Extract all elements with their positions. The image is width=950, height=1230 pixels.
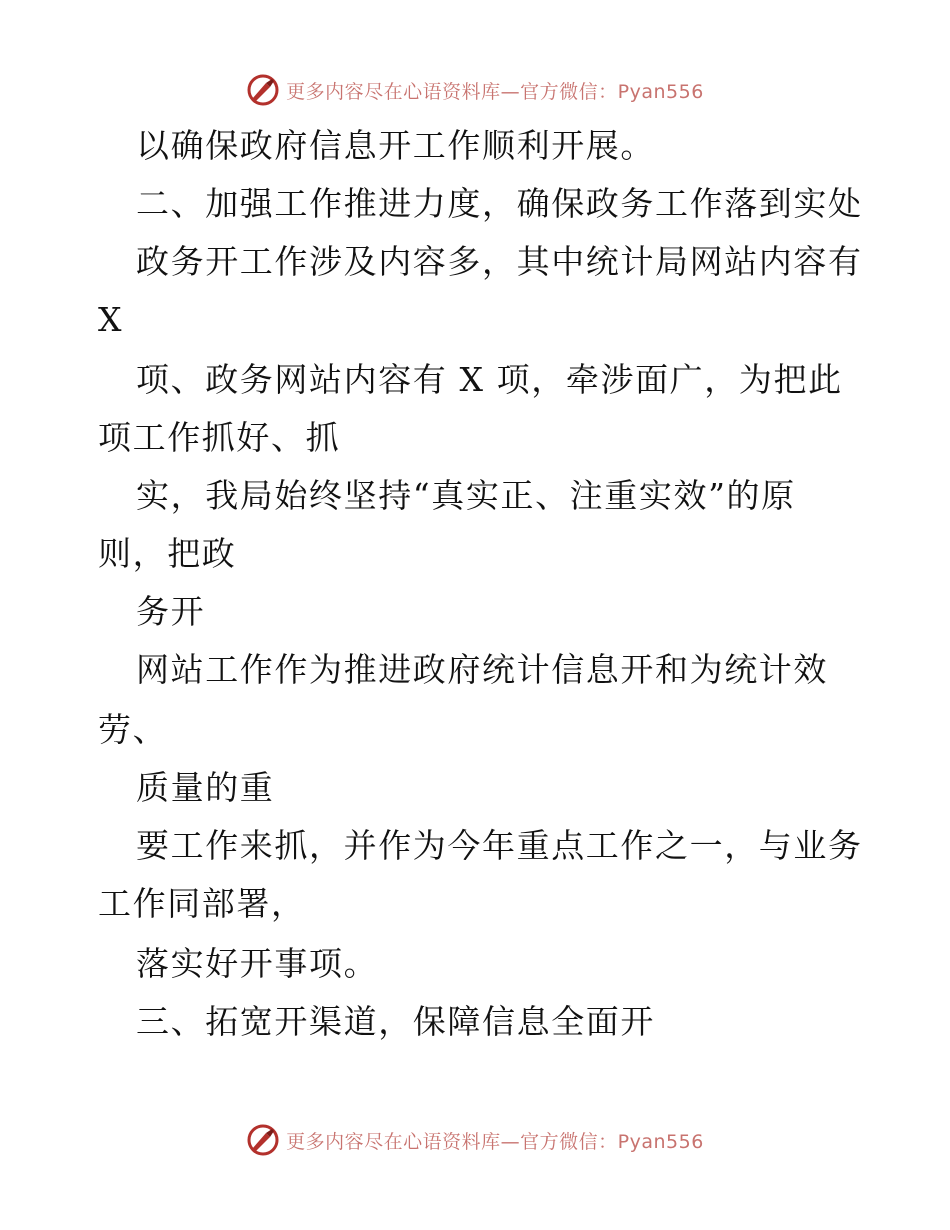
- text-line: 网站工作作为推进政府统计信息开和为统计效: [136, 650, 828, 689]
- text-line: 务开: [136, 592, 206, 631]
- footer-watermark: [0, 1120, 950, 1160]
- text-line: 项、政务网站内容有 X 项，牵涉面广，为把此: [136, 360, 843, 399]
- text-line: X: [98, 300, 124, 339]
- text-line: 政务开工作涉及内容多，其中统计局网站内容有: [136, 242, 863, 281]
- text-line: 项工作抓好、抓: [98, 418, 341, 457]
- watermark-text: 更多内容尽在心语资料库—官方微信：Pyan556: [286, 1130, 704, 1153]
- text-line: 要工作来抓，并作为今年重点工作之一，与业务: [136, 826, 863, 865]
- pen-nib-circle-icon: [246, 73, 280, 107]
- watermark-text: 更多内容尽在心语资料库—官方微信：Pyan556: [286, 80, 704, 103]
- text-line: 实，我局始终坚持“真实正、注重实效”的原: [136, 476, 796, 515]
- text-line: 则，把政: [98, 534, 237, 573]
- text-line: 三、拓宽开渠道，保障信息全面开: [136, 1002, 655, 1041]
- header-watermark: [0, 70, 950, 110]
- text-line: 劳、: [98, 710, 168, 749]
- text-line: 落实好开事项。: [136, 944, 379, 983]
- text-line: 质量的重: [136, 768, 275, 807]
- pen-nib-circle-icon: [246, 1123, 280, 1157]
- text-line: 以确保政府信息开工作顺利开展。: [136, 126, 655, 165]
- text-line: 工作同部署，: [98, 884, 306, 923]
- text-line: 二、加强工作推进力度，确保政务工作落到实处: [136, 184, 863, 223]
